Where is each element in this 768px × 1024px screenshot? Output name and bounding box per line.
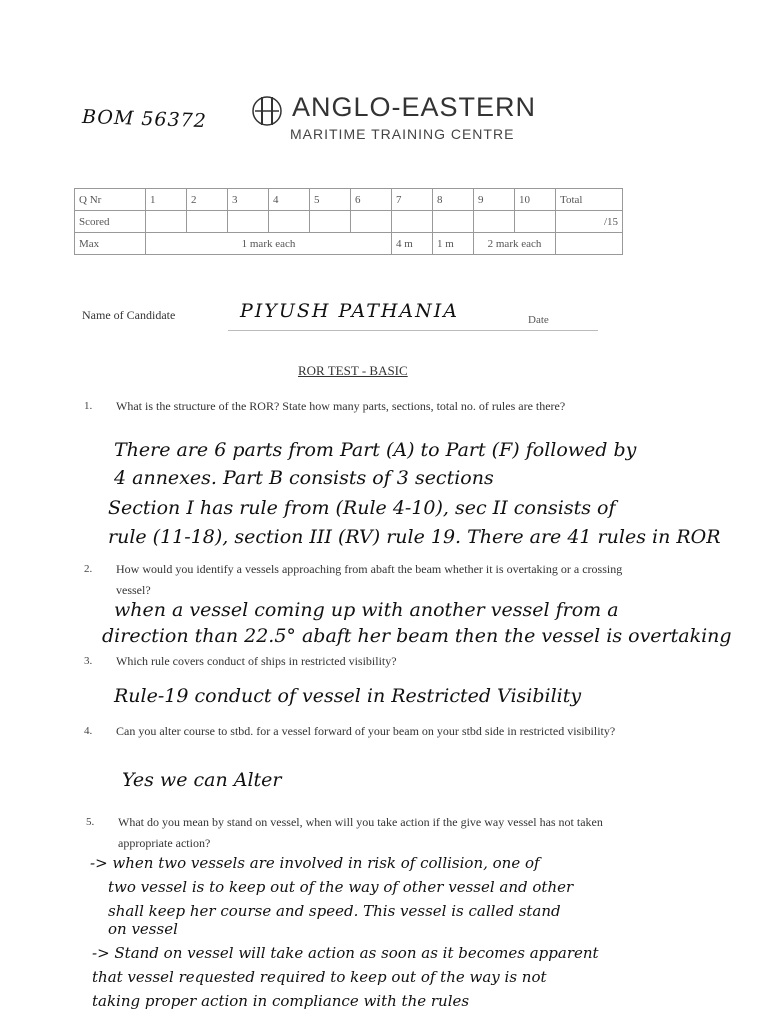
- score-table: [74, 188, 623, 255]
- score-cell: [310, 211, 351, 233]
- score-cell: [474, 211, 515, 233]
- answer-line: taking proper action in compliance with the rules: [92, 992, 470, 1010]
- total-value: /15: [556, 211, 623, 233]
- score-cell: [351, 211, 392, 233]
- answer-line: direction than 22.5° abaft her beam then the vessel is overtaking: [102, 625, 732, 647]
- max-q8: 1 m: [433, 233, 474, 255]
- answer-line: shall keep her course and speed. This vessel is called stand: [108, 902, 561, 920]
- question-text: How would you identify a vessels approaching from abaft the beam whether it is overtaking or a crossing vessel?: [116, 562, 623, 597]
- max-q9-10: 2 mark each: [474, 233, 556, 255]
- score-cell: [515, 211, 556, 233]
- q-number: 10: [515, 189, 556, 211]
- candidate-label: Name of Candidate: [82, 308, 176, 322]
- answer-line: rule (11-18), section III (RV) rule 19. There are 41 rules in ROR: [108, 526, 721, 548]
- reference-number: BOM 56372: [81, 105, 208, 133]
- q-number: 2: [187, 189, 228, 211]
- max-q7: 4 m: [392, 233, 433, 255]
- q-number: 9: [474, 189, 515, 211]
- row-label: Scored: [75, 211, 146, 233]
- q-number: 7: [392, 189, 433, 211]
- question-number: 5.: [86, 816, 95, 828]
- answer-line: -> Stand on vessel will take action as soon as it becomes apparent: [92, 944, 599, 962]
- candidate-underline: [228, 330, 598, 331]
- max-total: [556, 233, 623, 255]
- question-text: What is the structure of the ROR? State how many parts, sections, total no. of rules are there?: [116, 399, 566, 413]
- question-number: 3.: [84, 655, 93, 667]
- question-number: 4.: [84, 725, 93, 737]
- answer-line: that vessel requested required to keep out of the way is not: [92, 968, 547, 986]
- date-label: Date: [528, 314, 549, 326]
- question-number-row: [75, 189, 623, 211]
- score-cell: [433, 211, 474, 233]
- question-text: Can you alter course to stbd. for a vessel forward of your beam on your stbd side in restricted visibility?: [116, 724, 616, 738]
- score-cell: [146, 211, 187, 233]
- scored-row: [75, 211, 623, 233]
- organization-subtitle: MARITIME TRAINING CENTRE: [290, 126, 515, 142]
- candidate-name: PIYUSH PATHANIA: [240, 300, 460, 322]
- q-number: 4: [269, 189, 310, 211]
- score-cell: [269, 211, 310, 233]
- score-cell: [187, 211, 228, 233]
- max-one-mark: 1 mark each: [146, 233, 392, 255]
- organization-name: ANGLO-EASTERN: [292, 92, 537, 122]
- answer-line: two vessel is to keep out of the way of other vessel and other: [108, 878, 574, 896]
- max-row: [75, 233, 623, 255]
- row-label: Max: [75, 233, 146, 255]
- q-number: 8: [433, 189, 474, 211]
- question-number: 2.: [84, 563, 93, 575]
- question-text: What do you mean by stand on vessel, when will you take action if the give way vessel has not taken appropriate action?: [118, 815, 603, 850]
- answer-line: Yes we can Alter: [122, 769, 282, 791]
- q-number: 1: [146, 189, 187, 211]
- q-number: 3: [228, 189, 269, 211]
- answer-line: There are 6 parts from Part (A) to Part (F) followed by: [114, 439, 637, 461]
- test-title: ROR TEST - BASIC: [298, 363, 408, 378]
- answer-line: Section I has rule from (Rule 4-10), sec II consists of: [108, 497, 616, 519]
- anglo-eastern-logo-icon: [250, 94, 284, 128]
- total-label: Total: [556, 189, 623, 211]
- answer-line: on vessel: [108, 920, 178, 938]
- answer-line: -> when two vessels are involved in risk of collision, one of: [90, 854, 540, 872]
- row-label: Q Nr: [75, 189, 146, 211]
- answer-line: 4 annexes. Part B consists of 3 sections: [114, 467, 494, 489]
- q-number: 6: [351, 189, 392, 211]
- q-number: 5: [310, 189, 351, 211]
- answer-line: when a vessel coming up with another vessel from a: [114, 599, 619, 621]
- question-text: Which rule covers conduct of ships in restricted visibility?: [116, 654, 397, 668]
- answer-line: Rule-19 conduct of vessel in Restricted Visibility: [114, 685, 582, 707]
- question-number: 1.: [84, 400, 93, 412]
- score-cell: [392, 211, 433, 233]
- score-cell: [228, 211, 269, 233]
